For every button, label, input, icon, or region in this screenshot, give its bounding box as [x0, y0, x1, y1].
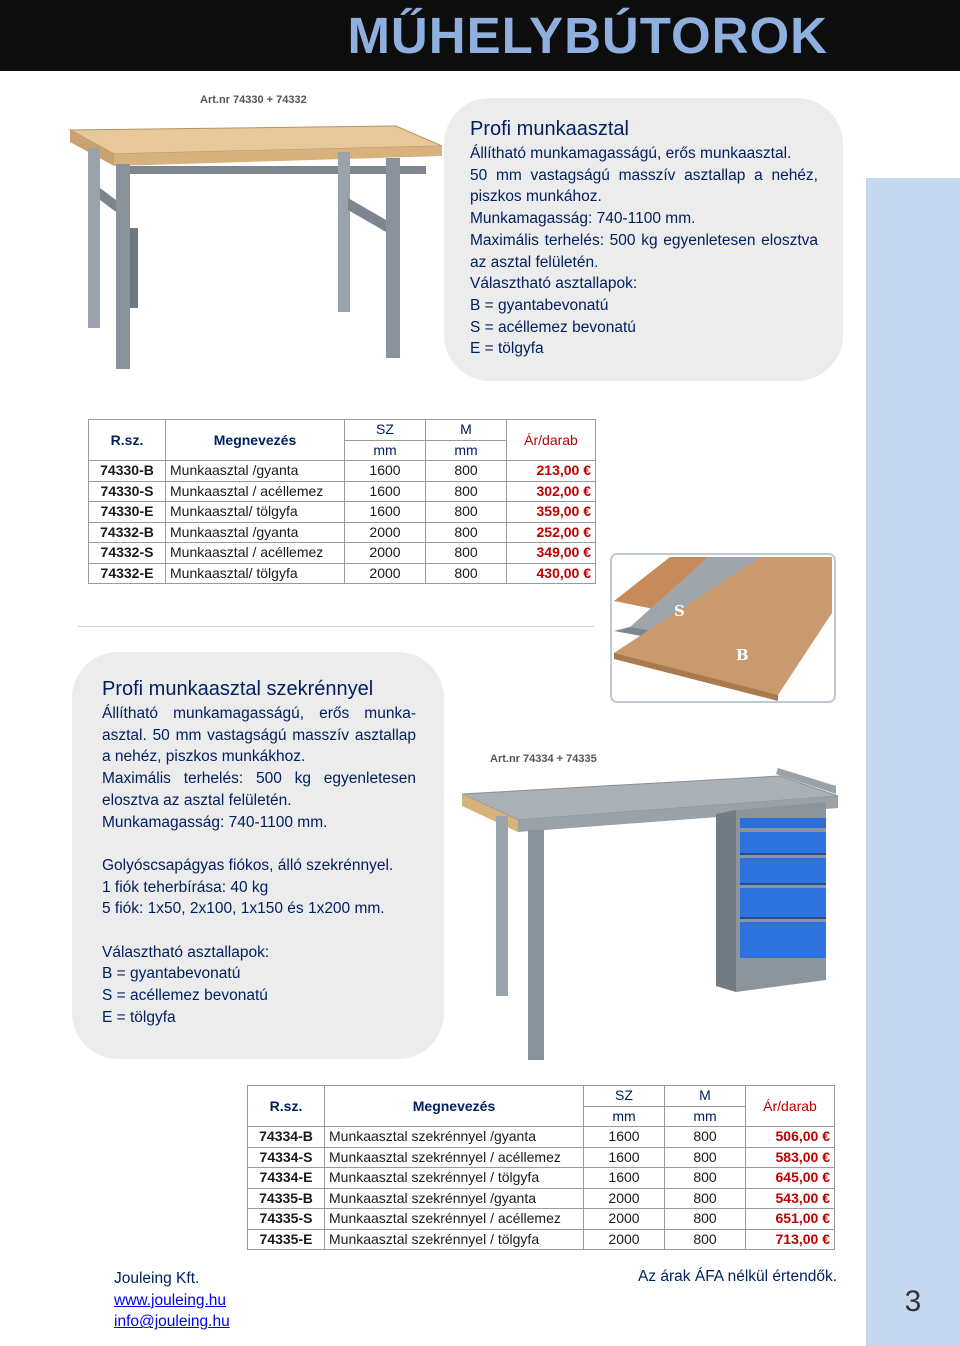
row-price: 651,00 € — [746, 1209, 835, 1230]
row-depth: 800 — [665, 1127, 746, 1148]
row-width: 2000 — [345, 563, 426, 584]
product1-desc-line: 50 mm vastagságú masszív asztallap a nehéz, piszkos munkához. — [470, 166, 818, 206]
row-price: 302,00 € — [507, 481, 596, 502]
product2-desc-line: 5 fiók: 1x50, 2x100, 1x150 és 1x200 mm. — [102, 900, 385, 918]
row-width: 1600 — [345, 502, 426, 523]
header-price: Ár/darab — [746, 1086, 835, 1127]
website-link[interactable]: www.jouleing.hu — [114, 1291, 227, 1309]
table-row — [89, 502, 596, 523]
header-unit-depth: mm — [426, 440, 507, 461]
product2-info-panel — [72, 652, 444, 1059]
row-depth: 800 — [665, 1209, 746, 1230]
row-price: 645,00 € — [746, 1168, 835, 1189]
page-header — [0, 0, 960, 71]
table-row — [248, 1188, 835, 1209]
row-name: Munkaasztal szekrénnyel / acéllemez — [325, 1209, 584, 1230]
tabletop-label-b: B — [736, 646, 749, 664]
row-width: 1600 — [345, 461, 426, 482]
header-width: SZ — [584, 1086, 665, 1107]
row-depth: 800 — [426, 502, 507, 523]
header-unit-width: mm — [345, 440, 426, 461]
row-name: Munkaasztal /gyanta — [166, 461, 345, 482]
table-row — [89, 543, 596, 564]
row-price: 506,00 € — [746, 1127, 835, 1148]
row-name: Munkaasztal szekrénnyel /gyanta — [325, 1127, 584, 1148]
row-price: 713,00 € — [746, 1229, 835, 1250]
row-width: 2000 — [345, 522, 426, 543]
row-depth: 800 — [665, 1229, 746, 1250]
row-depth: 800 — [426, 563, 507, 584]
row-width: 1600 — [584, 1127, 665, 1148]
product2-art-label: Art.nr 74334 + 74335 — [490, 753, 597, 765]
row-width: 1600 — [584, 1147, 665, 1168]
tabletop-label-e: E — [628, 564, 640, 582]
row-price: 213,00 € — [507, 461, 596, 482]
product1-desc-line: S = acéllemez bevonatú — [470, 318, 636, 336]
row-depth: 800 — [665, 1188, 746, 1209]
row-code: 74334-B — [248, 1127, 325, 1148]
product1-desc-line: Maximális terhelés: 500 kg egyenletesen elosztva az asztal felületén. — [470, 231, 818, 271]
row-name: Munkaasztal / acéllemez — [166, 543, 345, 564]
product1-art-label: Art.nr 74330 + 74332 — [200, 94, 307, 106]
row-depth: 800 — [665, 1168, 746, 1189]
header-width: SZ — [345, 420, 426, 441]
product1-desc-line: Állítható munkamagasságú, erős munkaasztal. — [470, 145, 792, 162]
product2-desc-line: S = acéllemez bevonatú — [102, 987, 268, 1005]
workbench-image — [66, 108, 446, 374]
product2-price-table — [247, 1085, 835, 1250]
table-row — [248, 1147, 835, 1168]
table-row — [89, 461, 596, 482]
page-title: MŰHELYBÚTOROK — [347, 7, 828, 64]
table-row — [89, 481, 596, 502]
price-note: Az árak ÁFA nélkül értendők. — [638, 1268, 838, 1285]
header-name: Megnevezés — [325, 1086, 584, 1127]
header-code: R.sz. — [248, 1086, 325, 1127]
row-price: 359,00 € — [507, 502, 596, 523]
row-code: 74334-E — [248, 1168, 325, 1189]
row-name: Munkaasztal szekrénnyel /gyanta — [325, 1188, 584, 1209]
row-code: 74330-B — [89, 461, 166, 482]
row-width: 2000 — [584, 1229, 665, 1250]
table-row — [89, 522, 596, 543]
row-code: 74335-E — [248, 1229, 325, 1250]
table-row — [248, 1209, 835, 1230]
tabletop-samples-image — [610, 553, 836, 703]
header-price: Ár/darab — [507, 420, 596, 461]
header-name: Megnevezés — [166, 420, 345, 461]
row-code: 74335-B — [248, 1188, 325, 1209]
row-price: 430,00 € — [507, 563, 596, 584]
row-price: 349,00 € — [507, 543, 596, 564]
product1-desc-line: Választható asztallapok: — [470, 275, 638, 293]
product1-title: Profi munkaasztal — [470, 118, 629, 140]
row-width: 1600 — [345, 481, 426, 502]
footer-contact — [114, 1268, 230, 1333]
row-name: Munkaasztal / acéllemez — [166, 481, 345, 502]
product1-desc-line: B = gyantabevonatú — [470, 296, 609, 314]
tabletop-label-s: S — [674, 602, 685, 620]
row-name: Munkaasztal/ tölgyfa — [166, 563, 345, 584]
row-price: 252,00 € — [507, 522, 596, 543]
row-depth: 800 — [665, 1147, 746, 1168]
row-width: 2000 — [584, 1209, 665, 1230]
page-number: 3 — [904, 1285, 922, 1318]
row-depth: 800 — [426, 522, 507, 543]
row-price: 543,00 € — [746, 1188, 835, 1209]
product1-desc-line: E = tölgyfa — [470, 340, 544, 358]
header-depth: M — [426, 420, 507, 441]
product2-desc-line: Munkamagasság: 740-1100 mm. — [102, 813, 328, 831]
product1-info-panel — [444, 98, 843, 381]
row-name: Munkaasztal /gyanta — [166, 522, 345, 543]
row-name: Munkaasztal szekrénnyel / acéllemez — [325, 1147, 584, 1168]
row-code: 74334-S — [248, 1147, 325, 1168]
product2-desc-line: Választható asztallapok: — [102, 943, 270, 961]
row-price: 583,00 € — [746, 1147, 835, 1168]
header-unit-depth: mm — [665, 1106, 746, 1127]
table-row — [248, 1229, 835, 1250]
company-name: Jouleing Kft. — [114, 1270, 200, 1287]
row-width: 1600 — [584, 1168, 665, 1189]
product2-desc-line: Állítható munkamagasságú, erős munka-asztal. 50 mm vastagságú masszív asztallap a nehéz, piszkos munkákhoz. — [102, 705, 416, 766]
row-name: Munkaasztal/ tölgyfa — [166, 502, 345, 523]
product2-desc-line: Maximális terhelés: 500 kg egyenletesen elosztva az asztal felületén. — [102, 770, 416, 809]
row-code: 74335-S — [248, 1209, 325, 1230]
row-code: 74332-S — [89, 543, 166, 564]
header-depth: M — [665, 1086, 746, 1107]
product2-desc-line: E = tölgyfa — [102, 1008, 176, 1026]
row-code: 74330-E — [89, 502, 166, 523]
row-code: 74330-S — [89, 481, 166, 502]
product2-title: Profi munkaasztal szekrénnyel — [102, 678, 374, 700]
product2-desc-line: B = gyantabevonatú — [102, 965, 241, 983]
row-width: 2000 — [345, 543, 426, 564]
row-width: 2000 — [584, 1188, 665, 1209]
product2-desc-line: 1 fiók teherbírása: 40 kg — [102, 878, 269, 896]
email-link[interactable]: info@jouleing.hu — [114, 1313, 230, 1331]
side-color-strip — [866, 178, 960, 1346]
section-divider — [78, 626, 594, 627]
row-depth: 800 — [426, 543, 507, 564]
product1-price-table — [88, 419, 596, 584]
table-row — [89, 563, 596, 584]
row-code: 74332-B — [89, 522, 166, 543]
row-name: Munkaasztal szekrénnyel / tölgyfa — [325, 1168, 584, 1189]
workbench-with-cabinet-image — [460, 766, 840, 1066]
table-row — [248, 1168, 835, 1189]
row-depth: 800 — [426, 481, 507, 502]
table-row — [248, 1127, 835, 1148]
header-code: R.sz. — [89, 420, 166, 461]
product2-desc-line: Golyóscsapágyas fiókos, álló szekrénnyel. — [102, 856, 394, 874]
row-name: Munkaasztal szekrénnyel / tölgyfa — [325, 1229, 584, 1250]
row-code: 74332-E — [89, 563, 166, 584]
product1-desc-line: Munkamagasság: 740-1100 mm. — [470, 210, 696, 228]
header-unit-width: mm — [584, 1106, 665, 1127]
row-depth: 800 — [426, 461, 507, 482]
